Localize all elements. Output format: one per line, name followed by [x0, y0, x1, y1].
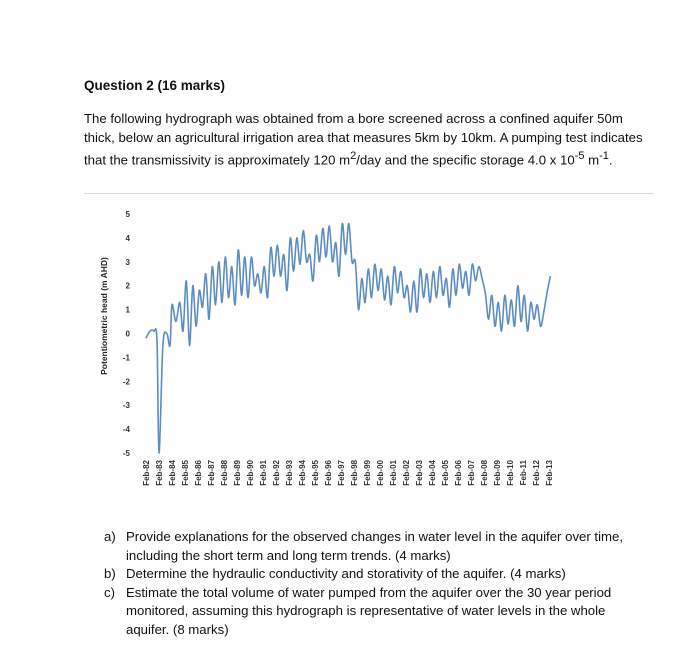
part-c — [104, 584, 644, 640]
x-tick-label: Feb-84 — [168, 460, 177, 486]
x-tick-label: Feb-93 — [285, 460, 294, 486]
y-tick-label: -4 — [122, 425, 130, 435]
x-tick-label: Feb-12 — [532, 460, 541, 486]
x-tick-label: Feb-85 — [181, 460, 190, 486]
intro-sup-3: -1 — [599, 150, 609, 162]
x-ticks — [142, 459, 554, 485]
y-axis-label: Potentiometric head (m AHD) — [99, 257, 109, 375]
x-tick-label: Feb-95 — [311, 460, 320, 486]
y-tick-label: 5 — [125, 210, 130, 219]
intro-text-2: /day and the specific storage 4.0 x 10 — [356, 152, 575, 168]
x-tick-label: Feb-11 — [519, 460, 528, 486]
y-tick-label: 1 — [125, 305, 130, 315]
part-a — [104, 528, 644, 565]
x-tick-label: Feb-08 — [480, 460, 489, 486]
x-tick-label: Feb-01 — [389, 460, 398, 486]
potentiometric-head-line — [146, 223, 550, 453]
x-tick-label: Feb-06 — [454, 460, 463, 486]
x-tick-label: Feb-03 — [415, 460, 424, 486]
x-tick-label: Feb-90 — [246, 460, 255, 486]
intro-sup-1: 2 — [350, 150, 357, 162]
x-tick-label: Feb-94 — [298, 460, 307, 486]
x-tick-label: Feb-96 — [324, 460, 333, 486]
intro-sup-2: -5 — [574, 150, 585, 162]
x-tick-label: Feb-00 — [376, 460, 385, 486]
x-tick-label: Feb-82 — [142, 460, 151, 486]
y-ticks — [123, 210, 131, 458]
x-tick-label: Feb-04 — [428, 460, 437, 486]
part-b — [104, 565, 644, 584]
x-tick-label: Feb-13 — [545, 460, 554, 486]
x-tick-label: Feb-86 — [194, 460, 203, 486]
part-label: c) — [104, 584, 115, 600]
x-tick-label: Feb-89 — [233, 460, 242, 486]
y-tick-label: 4 — [125, 233, 130, 243]
question-intro — [84, 109, 644, 169]
part-label: b) — [104, 566, 116, 581]
x-tick-label: Feb-10 — [506, 460, 515, 486]
question-parts — [104, 528, 644, 639]
x-tick-label: Feb-02 — [402, 460, 411, 486]
x-tick-label: Feb-97 — [337, 460, 346, 486]
y-tick-label: 0 — [125, 329, 130, 339]
hydrograph-chart — [84, 193, 654, 506]
question-title: Question 2 (16 marks) — [84, 78, 226, 93]
intro-text-1: The following hydrograph was obtained from a bore screened across a confined aquifer 50m thick, below an agricultural irrigation area that measures 5km by 10km. A pumping test indicates that the transmissivity is approximately 120 m — [84, 111, 643, 168]
x-tick-label: Feb-98 — [350, 460, 359, 486]
x-tick-label: Feb-87 — [207, 460, 216, 486]
x-tick-label: Feb-83 — [155, 460, 164, 486]
part-text: Determine the hydraulic conductivity and storativity of the aquifer. (4 marks) — [126, 566, 566, 581]
hydrograph-svg — [84, 194, 654, 506]
x-tick-label: Feb-99 — [363, 460, 372, 486]
y-tick-label: -2 — [122, 377, 130, 387]
y-tick-label: -1 — [122, 353, 130, 363]
x-tick-label: Feb-91 — [259, 460, 268, 486]
x-tick-label: Feb-92 — [272, 460, 281, 486]
part-text: Provide explanations for the observed changes in water level in the aquifer over time, including the short term and long term trends. (4 marks) — [126, 529, 624, 563]
y-tick-label: -3 — [122, 401, 130, 411]
x-tick-label: Feb-07 — [467, 460, 476, 486]
x-tick-label: Feb-88 — [220, 460, 229, 486]
y-tick-label: 2 — [125, 281, 130, 291]
intro-text-4: . — [608, 152, 613, 168]
part-label: a) — [104, 529, 116, 544]
y-tick-label: 3 — [125, 257, 130, 267]
series-layer — [146, 223, 550, 453]
y-tick-label: -5 — [122, 449, 130, 458]
x-tick-label: Feb-05 — [441, 460, 450, 486]
part-text: Estimate the total volume of water pumped from the aquifer over the 30 year period monitored, assuming this hydrograph is representative of water levels in the whole aquifer. (8 marks) — [126, 584, 612, 637]
x-tick-label: Feb-09 — [493, 460, 502, 486]
intro-text-3: m — [584, 152, 600, 168]
